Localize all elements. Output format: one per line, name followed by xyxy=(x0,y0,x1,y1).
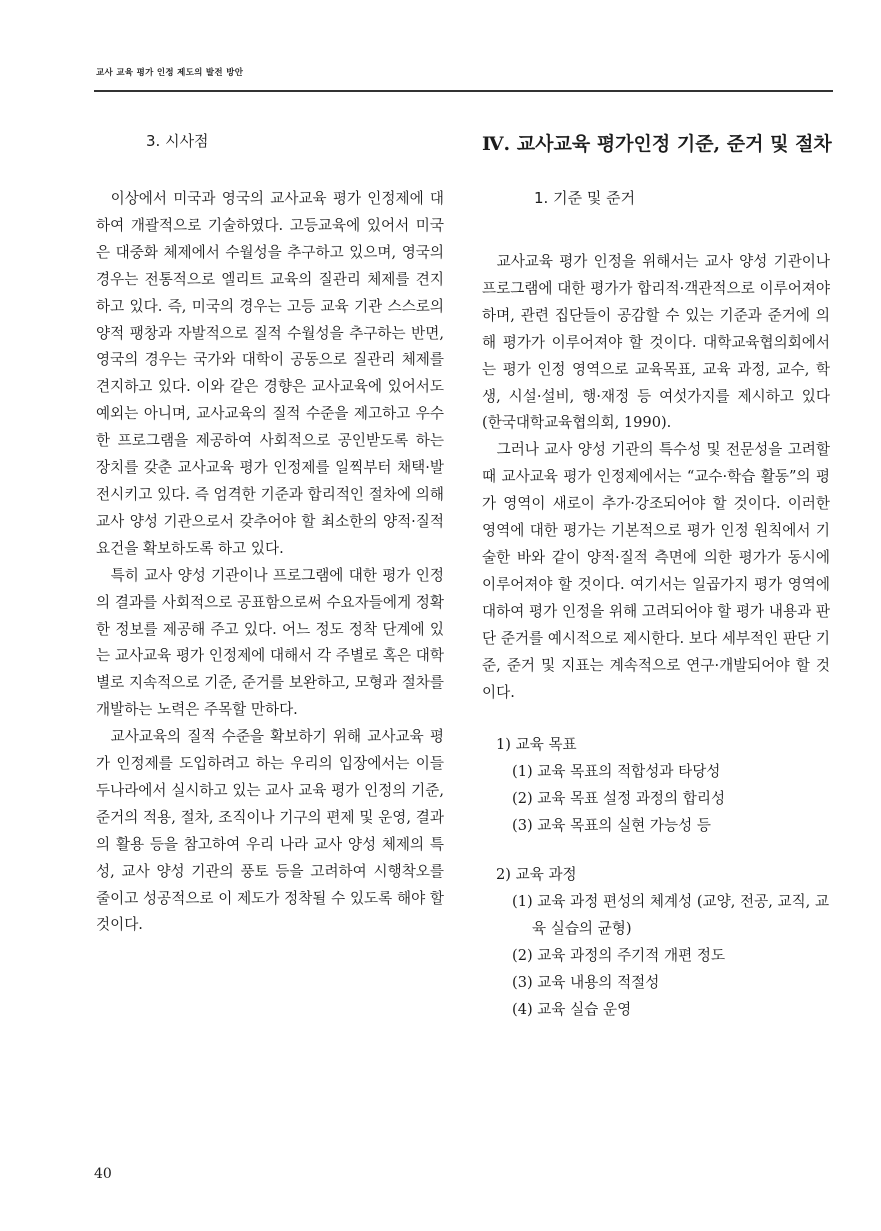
paragraph: 이상에서 미국과 영국의 교사교육 평가 인정제에 대하여 개괄적으로 기술하였다. 고등교육에 있어서 미국은 대중화 체제에서 수월성을 추구하고 있으며, 영국의 경우는 전통적으로 엘리트 교육의 질관리 체제를 견지하고 있다. 즉, 미국의 경우는 고등 교육 기관 스스로의 양적 팽창과 자발적으로 질적 수월성을 추구하는 반면, 영국의 경우는 국가와 대학이 공동으로 질관리 체제를 견지하고 있다. 이와 같은 경향은 교사교육에 있어서도 예외는 아니며, 교사교육의 질적 수준을 제고하고 우수한 프로그램을 제공하여 사회적으로 공인받도록 하는 장치를 갖춘 교사교육 평가 인정제를 일찍부터 채택·발전시키고 있다. 즉 엄격한 기준과 합리적인 절차에 의해 교사 양성 기관으로서 갖추어야 할 최소한의 양적·질적 요건을 확보하도록 하고 있다. xyxy=(96,190,444,557)
list-curriculum xyxy=(482,862,830,1023)
right-column xyxy=(482,126,830,1023)
list-heading: 2) 교육 과정 xyxy=(496,866,577,884)
paragraph: 교사교육의 질적 수준을 확보하기 위해 교사교육 평가 인정제를 도입하려고 하는 우리의 입장에서는 이들 두나라에서 실시하고 있는 교사 교육 평가 인정의 기준, 준거의 적용, 절차, 조직이나 기구의 편제 및 운영, 결과의 활용 등을 참고하여 우리 나라 교사 양성 체제의 특성, 교사 양성 기관의 풍토 등을 고려하여 시행착오를 줄이고 성공적으로 이 제도가 정착될 수 있도록 해야 할 것이다. xyxy=(96,728,444,934)
paragraph: 교사교육 평가 인정을 위해서는 교사 양성 기관이나 프로그램에 대한 평가가 합리적·객관적으로 이루어져야 하며, 관련 집단들이 공감할 수 있는 기준과 준거에 의해 평가가 이루어져야 할 것이다. 대학교육협의회에서는 평가 인정 영역으로 교육목표, 교육 과정, 교수, 학생, 시설·설비, 행·재정 등 여섯가지를 제시하고 있다(한국대학교육협의회, 1990). xyxy=(482,253,830,432)
section-title: 3. 시사점 xyxy=(146,132,209,150)
subsection-title: 1. 기준 및 준거 xyxy=(534,189,636,207)
page-number: 40 xyxy=(94,1166,112,1182)
list-item: (1) 교육 과정 편성의 체계성 (교양, 전공, 교직, 교육 실습의 균형) xyxy=(512,892,830,937)
header-rule xyxy=(94,90,833,92)
left-column xyxy=(96,126,444,939)
running-head: 교사 교육 평가 인정 제도의 발전 방안 xyxy=(96,68,244,78)
list-heading: 1) 교육 목표 xyxy=(496,736,577,754)
paragraph: 그러나 교사 양성 기관의 특수성 및 전문성을 고려할 때 교사교육 평가 인정제에서는 “교수·학습 활동”의 평가 영역이 새로이 추가·강조되어야 할 것이다. 이러한 영역에 대한 평가는 기본적으로 평가 인정 원칙에서 기술한 바와 같이 양적·질적 측면에 의한 평가가 동시에 이루어져야 할 것이다. 여기서는 일곱가지 평가 영역에 대하여 평가 인정을 위해 고려되어야 할 평가 내용과 판단 준거를 예시적으로 제시한다. 보다 세부적인 판단 기준, 준거 및 지표는 계속적으로 연구·개발되어야 할 것이다. xyxy=(482,441,830,701)
paragraph: 특히 교사 양성 기관이나 프로그램에 대한 평가 인정의 결과를 사회적으로 공표함으로써 수요자들에게 정확한 정보를 제공해 주고 있다. 어느 정도 정착 단계에 있는 교사교육 평가 인정제에 대해서 각 주별로 혹은 대학별로 지속적으로 기준, 준거를 보완하고, 모형과 절차를 개발하는 노력은 주목할 만하다. xyxy=(96,566,444,719)
list-item: (3) 교육 목표의 실현 가능성 등 xyxy=(512,817,711,835)
list-item: (3) 교육 내용의 적절성 xyxy=(512,973,660,991)
list-education-goals xyxy=(482,732,830,840)
list-item: (2) 교육 목표 설정 과정의 합리성 xyxy=(512,790,726,808)
list-item: (4) 교육 실습 운영 xyxy=(512,1000,632,1018)
chapter-title: Ⅳ. 교사교육 평가인정 기준, 준거 및 절차 xyxy=(482,133,832,155)
list-item: (1) 교육 목표의 적합성과 타당성 xyxy=(512,763,721,781)
list-item: (2) 교육 과정의 주기적 개편 정도 xyxy=(512,946,726,964)
